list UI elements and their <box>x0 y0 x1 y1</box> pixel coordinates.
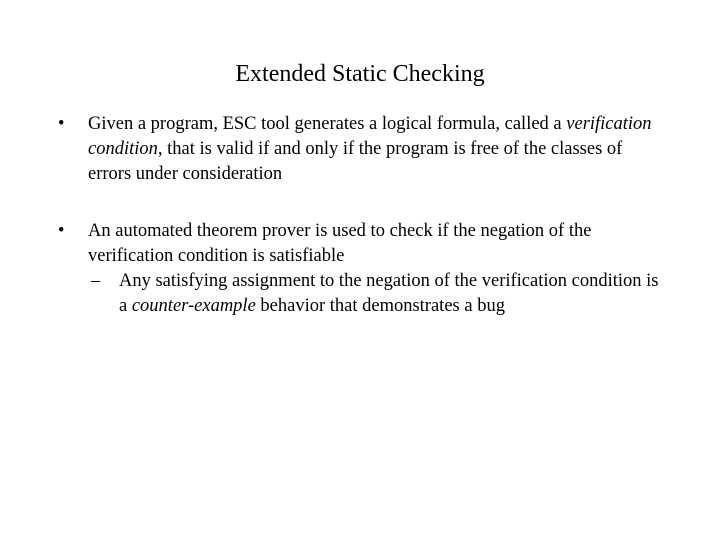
bullet-text-part: Given a program, ESC tool generates a logical formula, called a <box>88 114 567 134</box>
bullet-text <box>88 112 658 187</box>
bullet-marker: • <box>58 221 65 241</box>
sub-bullet-marker: – <box>91 271 101 291</box>
sub-bullet-item <box>88 269 659 319</box>
bullet-item <box>58 219 658 319</box>
sub-bullet-emphasis: counter-example <box>131 296 256 316</box>
bullet-emphasis: verification condition, <box>88 114 652 159</box>
sub-bullet-text-part: Any satisfying assignment to the negation of the verification condition is a <box>119 271 659 316</box>
bullet-marker: • <box>58 114 65 134</box>
bullet-item <box>58 112 658 187</box>
bullet-text-part: that is valid if and only if the program is free of the classes of errors under consideration <box>88 139 623 184</box>
slide-title: Extended Static Checking <box>235 61 485 87</box>
sub-bullet-text-part: behavior that demonstrates a bug <box>255 296 505 316</box>
bullet-text: An automated theorem prover is used to check if the negation of the verification condition is satisfiable <box>88 221 592 266</box>
